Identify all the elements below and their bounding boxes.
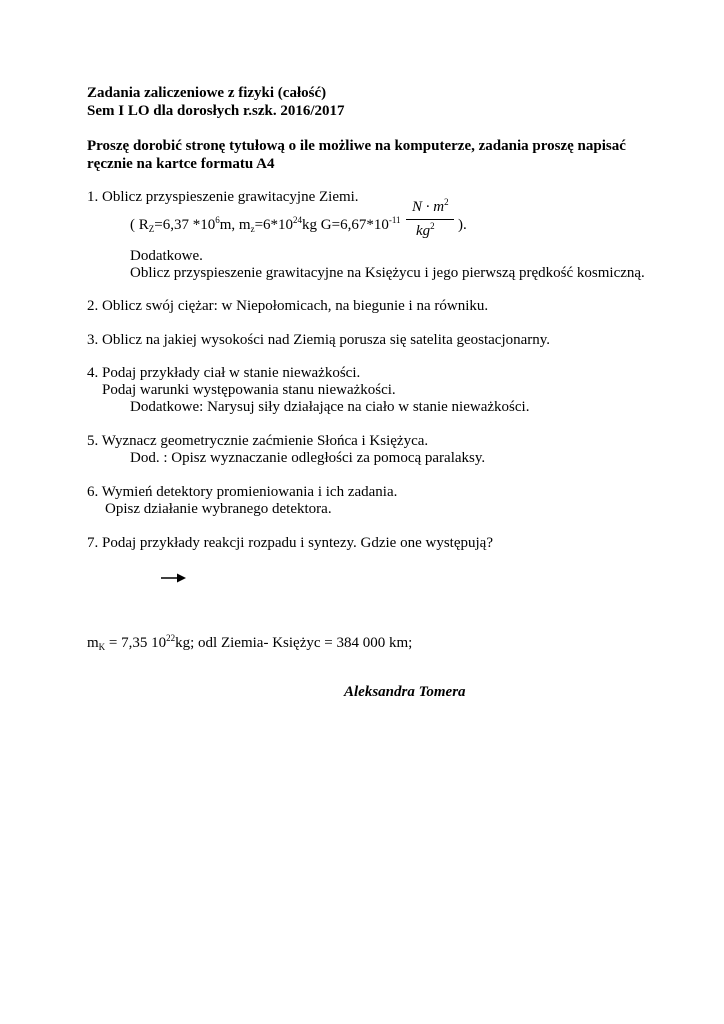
task-3: 3. Oblicz na jakiej wysokości nad Ziemią porusza się satelita geostacjonarny.: [87, 332, 551, 348]
g-exponent: -11: [388, 215, 401, 225]
rz-subscript: Z: [148, 224, 155, 234]
task-5-line-1: 5. Wyznacz geometrycznie zaćmienie Słońca i Księżyca.: [87, 433, 429, 449]
mz-lead: m, m: [219, 217, 251, 233]
author-signature: Aleksandra Tomera: [344, 684, 466, 700]
task-6-line-2: Opisz działanie wybranego detektora.: [105, 501, 332, 517]
moon-data-line: [87, 633, 413, 652]
unit-denominator: [416, 223, 435, 240]
instruction-line-1: Proszę dorobić stronę tytułową o ile możliwe na komputerze, zadania proszę napisać: [87, 138, 626, 154]
title-line-1: Zadania zaliczeniowe z fizyki (całość): [87, 85, 327, 101]
rz-value: =6,37 *10: [154, 217, 216, 233]
mz-value: =6*10: [254, 217, 294, 233]
task-4-line-3: Dodatkowe: Narysuj siły działające na ciało w stanie nieważkości.: [130, 399, 530, 415]
mass-exponent: 22: [166, 633, 176, 643]
mass-value: = 7,35 10: [105, 635, 167, 651]
unit-denominator-text: kg: [416, 223, 431, 239]
params-close: ).: [458, 217, 467, 233]
task-1-extra-label: Dodatkowe.: [130, 248, 203, 264]
task-4-line-2: Podaj warunki występowania stanu nieważkości.: [102, 382, 396, 398]
mass-rest: kg; odl Ziemia- Księżyc = 384 000 km;: [175, 635, 413, 651]
unit-numerator-text: N · m: [412, 199, 445, 215]
fraction-bar: [406, 219, 454, 220]
params-open: ( R: [130, 217, 149, 233]
task-5-line-2: Dod. : Opisz wyznaczanie odległości za pomocą paralaksy.: [130, 450, 486, 466]
task-2: 2. Oblicz swój ciężar: w Niepołomicach, na biegunie i na równiku.: [87, 298, 489, 314]
mz-subscript: z: [250, 224, 255, 234]
title-line-2: Sem I LO dla dorosłych r.szk. 2016/2017: [87, 103, 345, 119]
mass-lead: m: [87, 635, 99, 651]
task-1-parameters: [130, 215, 401, 234]
mz-exponent: 24: [293, 215, 303, 225]
task-7: 7. Podaj przykłady reakcji rozpadu i syntezy. Gdzie one występują?: [87, 535, 493, 551]
task-1-extra-text: Oblicz przyspieszenie grawitacyjne na Księżycu i jego pierwszą prędkość kosmiczną.: [130, 265, 645, 281]
unit-numerator-exponent: 2: [444, 197, 449, 207]
arrow-right-icon: [161, 572, 187, 584]
instruction-line-2: ręcznie na kartce formatu A4: [87, 156, 275, 172]
task-6-line-1: 6. Wymień detektory promieniowania i ich zadania.: [87, 484, 398, 500]
task-4-line-1: 4. Podaj przykłady ciał w stanie nieważkości.: [87, 365, 361, 381]
g-lead: kg G=6,67*10: [302, 217, 389, 233]
unit-numerator: [412, 199, 449, 216]
task-1-line: 1. Oblicz przyspieszenie grawitacyjne Ziemi.: [87, 189, 359, 205]
unit-fraction: [406, 199, 454, 243]
unit-denominator-exponent: 2: [430, 221, 435, 231]
rz-exponent: 6: [215, 215, 220, 225]
mass-subscript: K: [98, 642, 106, 652]
